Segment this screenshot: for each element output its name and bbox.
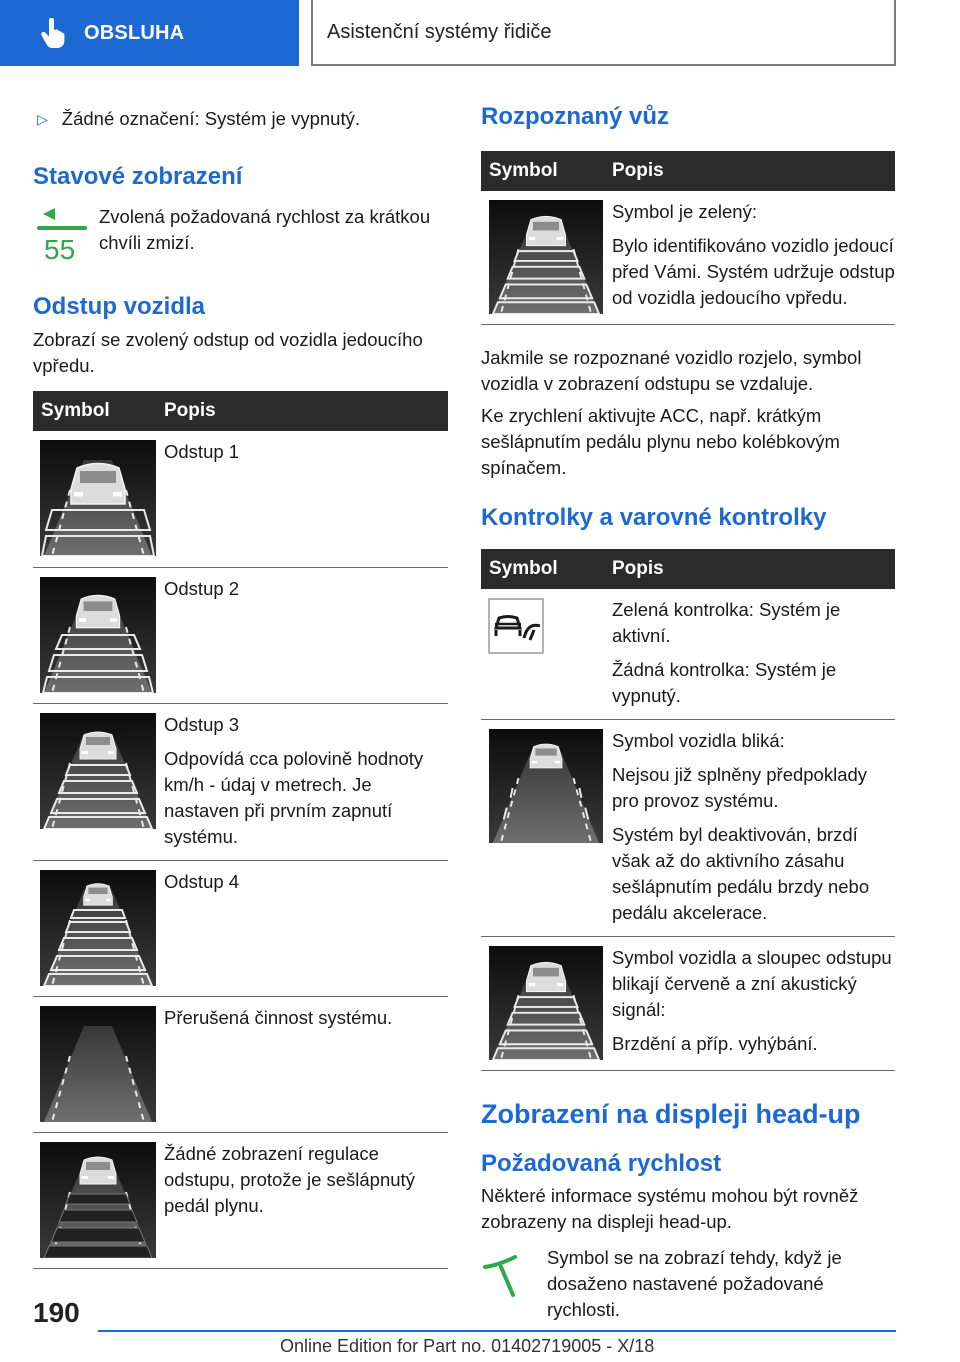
section-title: OBSLUHA [84, 21, 185, 44]
chapter-title: Asistenční systémy řidiče [311, 0, 896, 66]
recognized-vehicle-icon [488, 200, 604, 314]
row-text: Bylo identifikováno vozidlo jedoucí před Vámi. Systém udržuje odstup od vozidla jedoucího vpředu. [612, 235, 895, 308]
row-text: Systém byl deaktivován, brzdí však až do aktivního zásahu sešlápnutím pedálu brzdy nebo pedálu akcelerace. [612, 824, 870, 923]
hud-para: Některé informace systému mohou být rovněž zobrazeny na displeji head-up. [481, 1185, 859, 1232]
table-row [33, 860, 448, 996]
left-column [33, 100, 448, 1269]
speed-flag-value: 55 [44, 234, 76, 264]
hand-pointer-icon [40, 18, 66, 48]
recognized-heading: Rozpoznaný vůz [481, 103, 670, 130]
footer-divider [98, 1330, 896, 1332]
hud-icon-text: Symbol se na zobrazí tehdy, když je dosaženo nastavené požadované rychlosti. [547, 1247, 842, 1320]
acc-indicator-icon [488, 598, 544, 654]
no-distance-control-icon [40, 1142, 156, 1258]
speed-reached-icon [481, 1245, 547, 1305]
hud-heading: Zobrazení na displeji head-up [481, 1099, 861, 1129]
row-text: Nejsou již splněny předpoklady pro provoz systému. [612, 764, 868, 811]
speed-subheading: Požadovaná rychlost [481, 1150, 722, 1177]
col-symbol: Symbol [33, 391, 156, 431]
status-row [33, 204, 448, 264]
table-row [33, 431, 448, 567]
row-text: Symbol vozidla bliká: [612, 730, 785, 751]
edition-text: Online Edition for Part no. 01402719005 - X/18 [280, 1336, 655, 1356]
col-symbol: Symbol [481, 549, 604, 589]
vehicle-blinking-icon [488, 729, 604, 843]
indicators-heading: Kontrolky a varovné kontrolky [481, 504, 827, 531]
triangle-bullet-icon: ▷ [37, 111, 48, 127]
col-desc: Popis [604, 151, 895, 191]
table-row [481, 720, 895, 937]
col-desc: Popis [604, 549, 895, 589]
distance-4-icon [40, 870, 156, 986]
table-row [33, 703, 448, 860]
header-section-tab [0, 0, 299, 66]
row-text: Žádná kontrolka: Systém je vypnutý. [612, 659, 837, 706]
row-text: Zelená kontrolka: Systém je aktivní. [612, 599, 841, 646]
table-row [481, 589, 895, 720]
status-heading: Stavové zobrazení [33, 163, 243, 190]
speed-flag-icon [33, 204, 99, 264]
row-text: Odpovídá cca polovině hodnoty km/h - údaj v metrech. Je nastaven při prvním zapnutí systému. [164, 747, 424, 847]
right-column [481, 100, 895, 1323]
status-text: Zvolená požadovaná rychlost za krátkou chvíli zmizí. [99, 206, 431, 253]
row-text: Odstup 1 [164, 441, 240, 462]
row-text: Odstup 2 [164, 577, 240, 599]
row-text: Symbol vozidla a sloupec odstupu blikají červeně a zní akustický signál: [612, 947, 892, 1020]
row-text: Brzdění a příp. vyhýbání. [612, 1033, 818, 1054]
bullet-item [33, 106, 448, 132]
col-symbol: Symbol [481, 151, 604, 191]
row-text: Odstup 4 [164, 870, 240, 892]
interrupted-system-icon [40, 1006, 156, 1122]
distance-3-icon [40, 713, 156, 829]
vehicle-distance-warning-icon [488, 946, 604, 1060]
distance-2-icon [40, 577, 156, 693]
table-row [33, 996, 448, 1132]
recognized-para-2: Ke zrychlení aktivujte ACC, např. krátkým sešlápnutím pedálu plynu nebo kolébkovým spínačem. [481, 405, 840, 478]
distance-heading: Odstup vozidla [33, 293, 206, 320]
distance-intro: Zobrazí se zvolený odstup od vozidla jedoucího vpředu. [33, 329, 423, 376]
table-row [33, 1132, 448, 1268]
row-text: Symbol je zelený: [612, 201, 757, 222]
bullet-text: Žádné označení: Systém je vypnutý. [61, 108, 360, 129]
distance-table [33, 391, 448, 1269]
indicators-table [481, 549, 895, 1071]
page-number: 190 [33, 1297, 80, 1328]
recognized-table [481, 151, 895, 325]
col-desc: Popis [156, 391, 448, 431]
distance-1-icon [40, 440, 156, 556]
row-text: Odstup 3 [164, 713, 240, 735]
table-row [33, 567, 448, 703]
table-row [481, 937, 895, 1071]
row-text: Žádné zobrazení regulace odstupu, protože je sešlápnutý pedál plynu. [164, 1142, 415, 1216]
hud-icon-row [481, 1245, 895, 1323]
recognized-para-1: Jakmile se rozpoznané vozidlo rozjelo, symbol vozidla v zobrazení odstupu se vzdaluje. [481, 347, 862, 394]
table-row [481, 191, 895, 325]
row-text: Přerušená činnost systému. [164, 1006, 393, 1028]
